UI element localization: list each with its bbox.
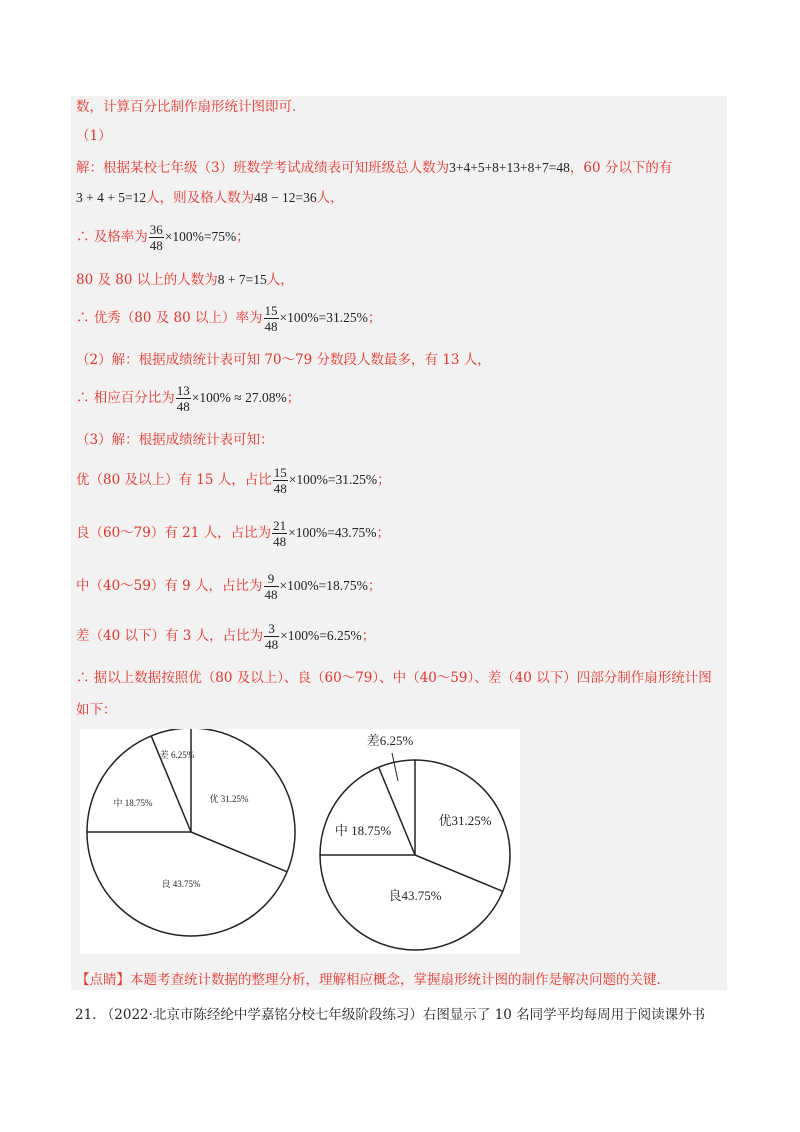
- part1-label: （1）: [76, 128, 112, 144]
- row-medium: 中（40～59）有 9 人，占比为 $\frac{9}{48}$ ×100%=18.75%；: [76, 571, 382, 602]
- comment-label: 【点睛】: [76, 972, 130, 988]
- pie-charts-figure: [80, 729, 520, 954]
- row-good: 良（60～79）有 21 人，占比为 $\frac{21}{48}$ ×100%=43.75%；: [76, 518, 390, 549]
- pie-label-良: 良43.75%: [388, 888, 442, 903]
- comment-text: 本题考查统计数据的整理分析，理解相应概念，掌握扇形统计图的制作是解决问题的关键.: [130, 972, 661, 988]
- intro-line: 数，计算百分比制作扇形统计图即可.: [76, 99, 297, 115]
- pass-expression: 48 − 12=36: [254, 190, 317, 205]
- conclusion-line2: 如下：: [76, 702, 117, 718]
- pie-label-良: 良 43.75%: [161, 879, 201, 889]
- row-excellent: 优（80 及以上）有 15 人，占比 $\frac{15}{48}$ ×100%=31.25%；: [76, 465, 391, 496]
- fraction-good: $\frac{21}{48}$: [273, 518, 287, 549]
- fraction-excellent: $\frac{15}{48}$: [273, 465, 287, 496]
- pie-chart-1: [87, 729, 295, 936]
- pie-label-优: 优 31.25%: [209, 794, 249, 804]
- pie-label-优: 优31.25%: [438, 813, 492, 828]
- part1-line1: 解：根据某校七年级（3）班数学考试成绩表可知班级总人数为3+4+5+8+13+8+7=48，60 分以下的有: [76, 160, 673, 176]
- row-poor: 差（40 以下）有 3 人，占比为 $\frac{3}{48}$ ×100%=6.25%；: [76, 621, 376, 652]
- part1-line5: ∴ 优秀（80 及 80 以上）率为 $\frac{15}{48}$ ×100%=31.25%；: [76, 303, 382, 334]
- fraction-poor: $\frac{3}{48}$: [265, 621, 279, 652]
- fraction-36-48: $\frac{36}{48}$: [149, 222, 163, 253]
- total-expression: 3+4+5+8+13+8+7=48: [449, 160, 570, 175]
- part2-line1: （2）解：根据成绩统计表可知 70～79 分数段人数最多，有 13 人，: [76, 352, 491, 368]
- fraction-13-48: $\frac{13}{48}$: [176, 383, 190, 414]
- pie-label-差: 差6.25%: [366, 733, 414, 748]
- next-question: 21. （2022·北京市陈经纶中学嘉铭分校七年级阶段练习）右图显示了 10 名同学平均每周用于阅读课外书: [75, 1007, 706, 1023]
- part2-line2: ∴ 相应百分比为 $\frac{13}{48}$ ×100% ≈ 27.08%；: [76, 383, 301, 414]
- part1-line2: 3 + 4 + 5=12人，则及格人数为48 − 12=36人，: [76, 190, 344, 206]
- part1-line4: 80 及 80 以上的人数为8 + 7=15人，: [76, 272, 294, 288]
- excellent-count-expression: 8 + 7=15: [217, 272, 267, 287]
- pie-label-差: 差 6.25%: [159, 750, 195, 760]
- below60-expression: 3 + 4 + 5=12: [76, 190, 147, 205]
- pie-label-中: 中 18.75%: [334, 823, 392, 838]
- pie-chart-2: [320, 733, 510, 950]
- conclusion-line1: ∴ 据以上数据按照优（80 及以上）、良（60～79）、中（40～59）、差（40 以下）四部分制作扇形统计图: [76, 670, 712, 686]
- part3-line1: （3）解：根据成绩统计表可知：: [76, 432, 274, 448]
- pie-label-中: 中 18.75%: [113, 798, 153, 808]
- part1-line3: ∴ 及格率为 $\frac{36}{48}$ ×100%=75%；: [76, 222, 250, 253]
- pie-charts-svg: [80, 729, 520, 954]
- comment-line: [76, 970, 661, 990]
- fraction-15-48: $\frac{15}{48}$: [264, 303, 278, 334]
- fraction-medium: $\frac{9}{48}$: [264, 571, 278, 602]
